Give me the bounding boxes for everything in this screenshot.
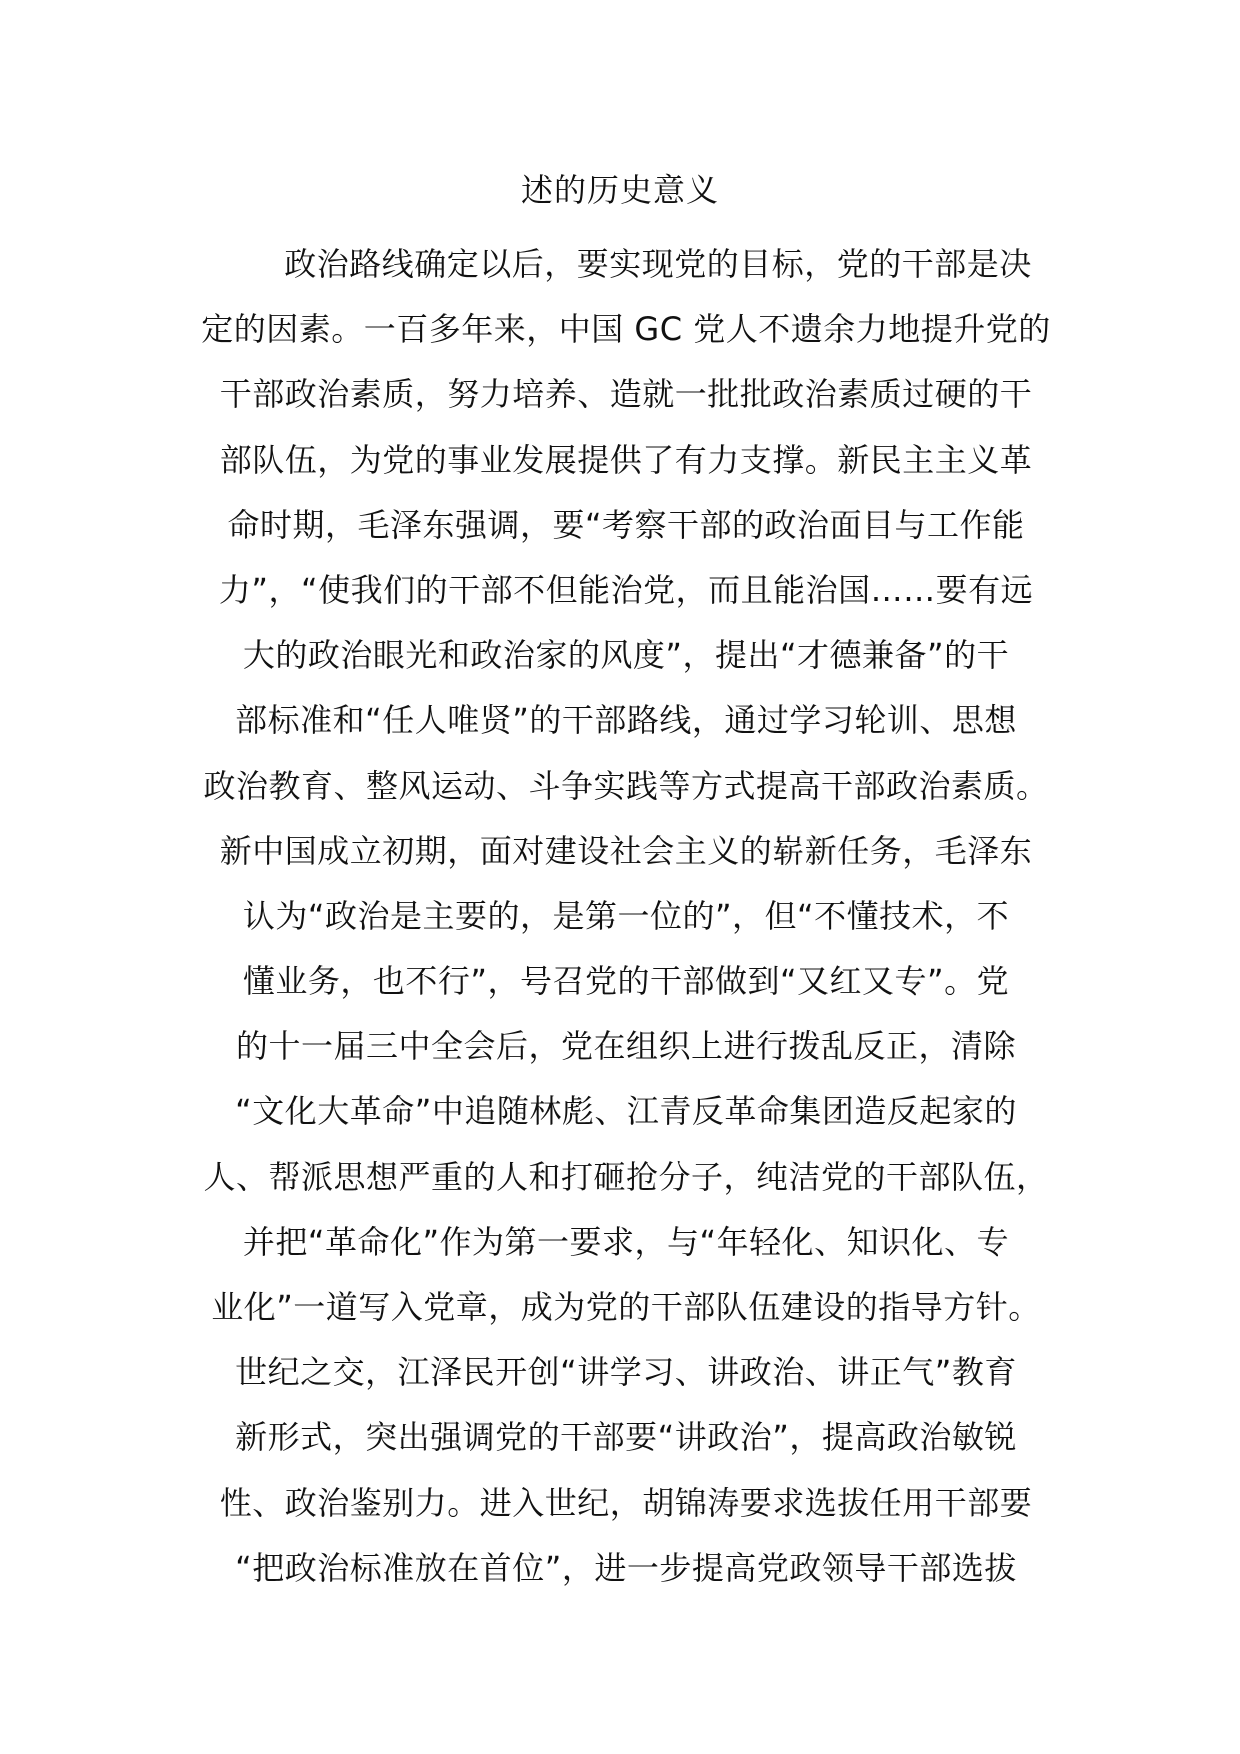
- text-line: 干部政治素质，努力培养、造就一批批政治素质过硬的干: [219, 375, 1033, 414]
- text-line: 性、政治鉴别力。进入世纪，胡锦涛要求选拔任用干部要: [219, 1483, 1033, 1522]
- text-line: 新中国成立初期，面对建设社会主义的崭新任务，毛泽东: [219, 831, 1033, 870]
- text-line: 认为“政治是主要的，是第一位的”，但“不懂技术，不: [242, 896, 1010, 935]
- text-line: 大的政治眼光和政治家的风度”，提出“才德兼备”的干: [242, 636, 1010, 675]
- text-line: “文化大革命”中追随林彪、江青反革命集团造反起家的: [235, 1092, 1017, 1131]
- text-line: 部队伍，为党的事业发展提供了有力支撑。新民主主义革: [219, 440, 1033, 479]
- text-line: 新形式，突出强调党的干部要“讲政治”，提高政治敏锐: [235, 1418, 1017, 1457]
- text-line: 命时期，毛泽东强调，要“考察干部的政治面目与工作能: [227, 505, 1025, 544]
- document-body: [196, 232, 1056, 1601]
- text-line: 并把“革命化”作为第一要求，与“年轻化、知识化、专: [242, 1222, 1010, 1261]
- document-title: 述的历史意义: [520, 171, 719, 209]
- text-line: 世纪之交，江泽民开创“讲学习、讲政治、讲正气”教育: [235, 1353, 1017, 1392]
- text-line: 政治路线确定以后，要实现党的目标，党的干部是决: [284, 245, 1032, 283]
- text-line: 人、帮派思想严重的人和打砸抢分子，纯洁党的干部队伍，: [203, 1157, 1049, 1196]
- text-line: 懂业务，也不行”，号召党的干部做到“又红又专”。党: [242, 962, 1010, 1001]
- text-line: 业化”一道写入党章，成为党的干部队伍建设的指导方针。: [211, 1288, 1041, 1326]
- text-line: 的十一届三中全会后，党在组织上进行拨乱反正，清除: [235, 1027, 1016, 1066]
- text-line: 定的因素。一百多年来，中国 GC 党人不遗余力地提升党的: [201, 310, 1051, 349]
- text-line: 政治教育、整风运动、斗争实践等方式提高干部政治素质。: [203, 766, 1049, 805]
- text-line: 力”，“使我们的干部不但能治党，而且能治国……要有远: [218, 570, 1034, 609]
- text-line: 部标准和“任人唯贤”的干部路线，通过学习轮训、思想: [235, 701, 1017, 740]
- text-line: “把政治标准放在首位”，进一步提高党政领导干部选拔: [235, 1548, 1017, 1587]
